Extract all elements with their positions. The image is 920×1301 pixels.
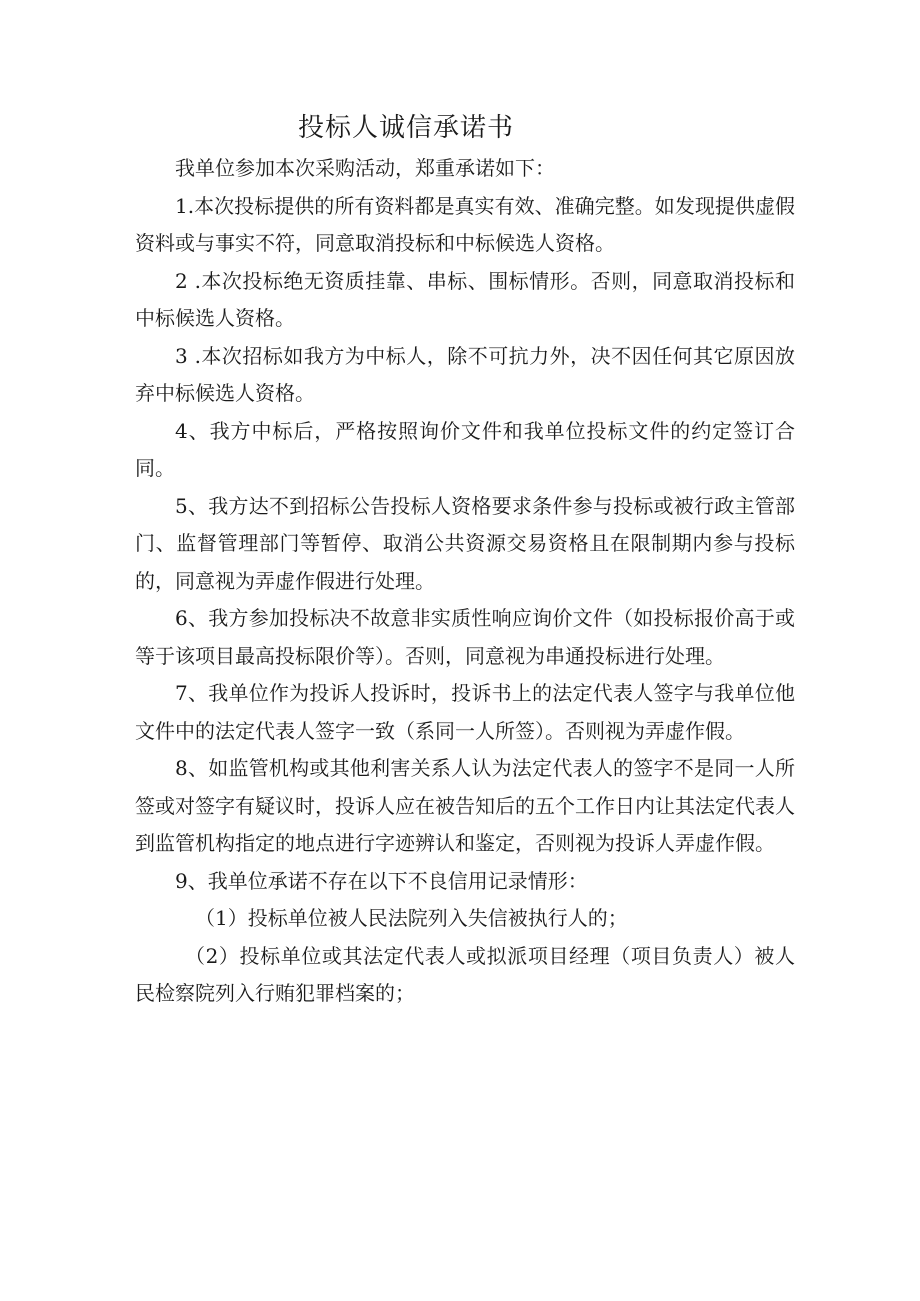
- commitment-item-6: 6、我方参加投标决不故意非实质性响应询价文件（如投标报价高于或等于该项目最高投标限价等）。否则，同意视为串通投标进行处理。: [135, 606, 795, 668]
- sub-item-2: （2）投标单位或其法定代表人或拟派项目经理（项目负责人）被人民检察院列入行贿犯罪档案的；: [135, 943, 795, 1005]
- commitment-item-1: 1.本次投标提供的所有资料都是真实有效、准确完整。如发现提供虚假资料或与事实不符，同意取消投标和中标候选人资格。: [135, 193, 795, 255]
- document-title: 投标人诚信承诺书: [298, 113, 515, 143]
- commitment-item-4: 4、我方中标后，严格按照询价文件和我单位投标文件的约定签订合同。: [135, 418, 795, 480]
- sub-item-1: （1）投标单位被人民法院列入失信被执行人的；: [195, 906, 628, 930]
- commitment-item-2: 2 .本次投标绝无资质挂靠、串标、围标情形。否则，同意取消投标和中标候选人资格。: [135, 268, 795, 330]
- intro-paragraph: 我单位参加本次采购活动，郑重承诺如下：: [175, 156, 555, 180]
- document-body: [135, 150, 795, 1013]
- commitment-item-5: 5、我方达不到招标公告投标人资格要求条件参与投标或被行政主管部门、监督管理部门等暂停、取消公共资源交易资格且在限制期内参与投标的，同意视为弄虚作假进行处理。: [135, 493, 795, 593]
- commitment-item-7: 7、我单位作为投诉人投诉时，投诉书上的法定代表人签字与我单位他文件中的法定代表人签字一致（系同一人所签）。否则视为弄虚作假。: [135, 681, 795, 743]
- commitment-item-9: 9、我单位承诺不存在以下不良信用记录情形：: [175, 868, 588, 893]
- commitment-item-3: 3 .本次招标如我方为中标人，除不可抗力外，决不因任何其它原因放弃中标候选人资格。: [135, 343, 795, 405]
- commitment-item-8: 8、如监管机构或其他利害关系人认为法定代表人的签字不是同一人所签或对签字有疑议时，投诉人应在被告知后的五个工作日内让其法定代表人到监管机构指定的地点进行字迹辨认和鉴定，否则视为投诉人弄虚作假。: [135, 756, 795, 855]
